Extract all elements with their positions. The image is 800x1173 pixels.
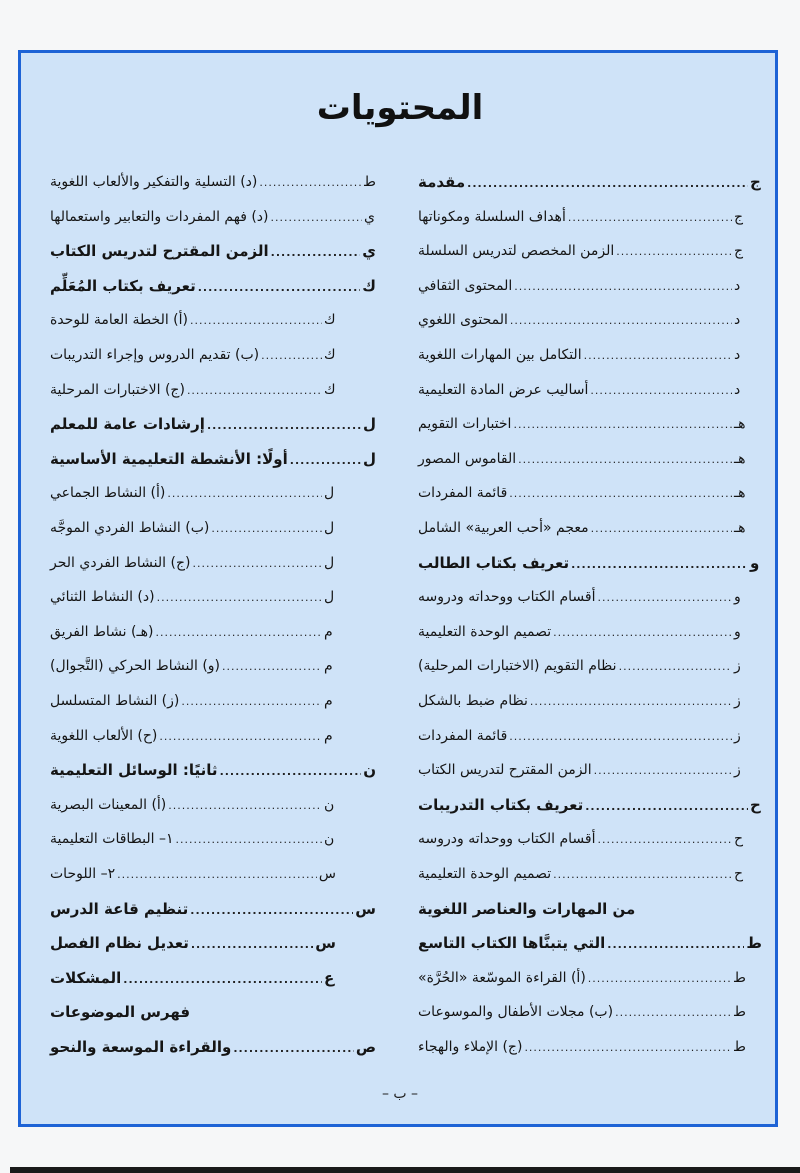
toc-entry-page: م: [324, 727, 333, 744]
toc-entry-label: أولًا: الأنشطة التعليمية الأساسية: [50, 449, 288, 468]
toc-entry: [418, 793, 762, 817]
toc-entry-label: من المهارات والعناصر اللغوية: [418, 899, 636, 918]
dot-leader: [167, 482, 322, 506]
dot-leader: [271, 241, 361, 265]
toc-entry: [418, 551, 762, 575]
toc-entry-page: ن: [363, 761, 376, 780]
toc-entry-page: ط: [746, 934, 762, 953]
dot-leader: [117, 863, 317, 887]
dot-leader: [271, 206, 363, 230]
toc-entry-label: الزمن المخصص لتدريس السلسلة: [418, 243, 615, 260]
toc-entry-label: المشكلات: [50, 968, 122, 987]
toc-entry-page: و: [734, 623, 741, 640]
toc-entry: [418, 481, 746, 505]
dot-leader: [211, 517, 322, 541]
page-number: – ب –: [381, 1086, 419, 1102]
dot-leader: [588, 967, 731, 991]
toc-entry-page: ط: [733, 969, 746, 986]
toc-entry-page: ي: [364, 208, 375, 225]
dot-leader: [553, 621, 732, 645]
dot-leader: [524, 1036, 731, 1060]
dot-leader: [176, 828, 322, 852]
toc-entry: [50, 585, 336, 609]
toc-entry-label: (د) التسلية والتفكير والألعاب اللغوية: [50, 174, 258, 190]
toc-entry: [50, 1035, 376, 1059]
toc-entry: [418, 689, 746, 713]
toc-entry-page: ج: [750, 173, 761, 191]
toc-entry-label: نظام ضبط بالشكل: [418, 693, 528, 709]
toc-entry-label: ثانيًا: الوسائل التعليمية: [50, 761, 218, 780]
toc-entry-page: ص: [355, 1038, 376, 1056]
dot-leader: [509, 725, 732, 749]
toc-entry-page: ن: [324, 796, 335, 813]
toc-entry-label: تعريف بكتاب المُعَلِّم: [50, 276, 196, 295]
toc-entry-page: ط: [363, 174, 376, 190]
toc-entry-page: ك: [324, 381, 336, 398]
toc-entry: [418, 205, 746, 229]
toc-entry: [50, 724, 336, 748]
dot-leader: [597, 586, 732, 610]
toc-entry-label: المحتوى الثقافي: [418, 277, 513, 294]
toc-entry-page: هـ: [734, 485, 746, 502]
dot-leader: [168, 794, 322, 818]
toc-entry-label: أهداف السلسلة ومكوناتها: [418, 208, 566, 225]
toc-entry-label: نظام التقويم (الاختبارات المرحلية): [418, 658, 617, 675]
toc-entry-page: ز: [734, 762, 741, 779]
toc-entry-label: أساليب عرض المادة التعليمية: [418, 381, 589, 398]
toc-entry-page: د: [734, 347, 741, 363]
toc-entry: [50, 170, 376, 194]
toc-entry-page: ل: [324, 589, 335, 606]
toc-entry-page: ط: [733, 1039, 746, 1055]
dot-leader: [155, 621, 322, 645]
toc-entry: [418, 758, 746, 782]
page-title: المحتويات: [316, 88, 484, 128]
toc-entry: [418, 412, 746, 436]
toc-entry-page: ح: [750, 795, 761, 814]
dot-leader: [591, 517, 732, 541]
toc-entry: [50, 620, 336, 644]
toc-entry-page: هـ: [734, 416, 746, 433]
toc-entry-label: (و) النشاط الحركي (التَّجوال): [50, 658, 221, 675]
dot-leader: [259, 171, 361, 195]
toc-entry: [50, 343, 336, 367]
toc-entry-label: تعريف بكتاب الطالب: [418, 553, 570, 572]
dot-leader: [616, 240, 732, 264]
toc-entry: [418, 966, 746, 990]
toc-entry: [50, 689, 336, 713]
toc-entry-page: م: [324, 658, 333, 675]
toc-entry-label: أقسام الكتاب ووحداته ودروسه: [418, 589, 596, 606]
toc-entry: [50, 862, 336, 886]
toc-entry-label: تعريف بكتاب التدريبات: [418, 795, 584, 814]
dot-leader: [510, 309, 732, 333]
toc-entry-label: (ز) النشاط المتسلسل: [50, 693, 180, 709]
toc-entry: [418, 378, 746, 402]
dot-leader: [123, 968, 322, 992]
toc-entry-page: ز: [734, 658, 741, 675]
toc-entry-label: مقدمة: [418, 173, 466, 191]
toc-entry-label: الزمن المقترح لتدريس الكتاب: [418, 762, 592, 779]
dot-leader: [615, 1001, 731, 1025]
dot-leader: [190, 899, 353, 923]
toc-entry-page: ز: [734, 727, 741, 744]
toc-entry: [50, 931, 336, 955]
toc-entry-page: ك: [362, 276, 376, 295]
toc-entry: [50, 239, 376, 263]
toc-entry-label: تعديل نظام الفصل: [50, 934, 189, 953]
dot-leader: [159, 725, 322, 749]
dot-leader: [590, 379, 732, 403]
dot-leader: [518, 448, 732, 472]
toc-entry: [418, 897, 762, 921]
toc-entry: [50, 378, 336, 402]
toc-entry-label: (أ) الخطة العامة للوحدة: [50, 312, 188, 329]
toc-entry-page: ح: [734, 866, 744, 882]
toc-entry-label: فهرس الموضوعات: [50, 1003, 191, 1022]
toc-entry: [50, 654, 336, 678]
toc-entry: [50, 205, 376, 229]
toc-entry-page: هـ: [734, 520, 746, 536]
toc-entry-label: الزمن المقترح لتدريس الكتاب: [50, 242, 269, 261]
dot-leader: [198, 276, 361, 300]
toc-entry-page: ل: [362, 449, 376, 468]
scan-edge: [10, 1167, 800, 1173]
dot-leader: [191, 933, 313, 957]
dot-leader: [192, 552, 322, 576]
toc-entry-page: ل: [362, 415, 376, 434]
toc-entry-page: س: [355, 899, 376, 918]
dot-leader: [509, 482, 732, 506]
dot-leader: [514, 275, 732, 299]
toc-entry-page: د: [734, 277, 741, 294]
toc-entry: [418, 724, 746, 748]
toc-entry-label: (ب) تقديم الدروس وإجراء التدريبات: [50, 347, 260, 363]
dot-leader: [220, 760, 362, 784]
toc-entry-label: (أ) المعينات البصرية: [50, 796, 167, 813]
toc-entry-page: س: [318, 866, 336, 882]
toc-entry-page: و: [750, 553, 760, 572]
toc-entry-label: (ح) الألعاب اللغوية: [50, 727, 158, 744]
toc-entry-page: ك: [324, 312, 336, 329]
dot-leader: [157, 586, 322, 610]
toc-entry-label: (أ) النشاط الجماعي: [50, 485, 166, 502]
toc-entry-label: اختبارات التقويم: [418, 416, 512, 433]
toc-entry: [50, 308, 336, 332]
toc-entry-page: ل: [324, 520, 335, 536]
toc-entry-page: د: [734, 381, 741, 398]
toc-entry-page: د: [734, 312, 741, 329]
dot-leader: [553, 863, 732, 887]
toc-entry-label: معجم «أحب العربية» الشامل: [418, 520, 589, 536]
dot-leader: [568, 206, 732, 230]
toc-entry: [50, 827, 336, 851]
dot-leader: [607, 933, 744, 957]
toc-entry-label: (ج) الاختبارات المرحلية: [50, 381, 185, 398]
toc-entry-label: (د) فهم المفردات والتعابير واستعمالها: [50, 208, 269, 225]
toc-entry-page: ج: [734, 243, 744, 260]
toc-entry-label: التكامل بين المهارات اللغوية: [418, 347, 582, 363]
toc-entry-label: قائمة المفردات: [418, 485, 508, 502]
dot-leader: [187, 379, 322, 403]
toc-entry-label: تصميم الوحدة التعليمية: [418, 623, 552, 640]
toc-entry: [418, 1035, 746, 1059]
toc-entry: [50, 412, 376, 436]
toc-entry-label: (ب) مجلات الأطفال والموسوعات: [418, 1004, 614, 1021]
toc-entry: [50, 274, 376, 298]
toc-entry: [50, 447, 376, 471]
toc-entry-page: ل: [324, 554, 335, 571]
toc-entry-page: ل: [324, 485, 335, 502]
toc-entry-page: ع: [324, 968, 335, 987]
toc-entry-page: و: [734, 589, 741, 606]
toc-entry-label: (ب) النشاط الفردي الموجَّه: [50, 520, 210, 536]
toc-entry: [418, 274, 746, 298]
toc-entry-label: التي يتبنَّاها الكتاب التاسع: [418, 934, 606, 953]
toc-entry: [418, 343, 746, 367]
toc-entry-label: ١– البطاقات التعليمية: [50, 831, 174, 848]
toc-entry-label: تنظيم قاعة الدرس: [50, 899, 189, 918]
toc-entry-page: م: [324, 623, 333, 640]
toc-entry: [418, 447, 746, 471]
toc-entry: [50, 897, 376, 921]
toc-entry-page: ك: [324, 347, 336, 363]
toc-entry: [418, 931, 762, 955]
toc-entry-label: قائمة المفردات: [418, 727, 508, 744]
toc-entry: [50, 551, 336, 575]
toc-entry: [50, 516, 336, 540]
toc-entry-page: ن: [324, 831, 335, 848]
toc-entry: [418, 827, 746, 851]
dot-leader: [190, 309, 322, 333]
dot-leader: [467, 172, 748, 196]
toc-entry: [50, 481, 336, 505]
toc-entry-page: م: [324, 693, 333, 709]
dot-leader: [597, 828, 732, 852]
dot-leader: [594, 759, 732, 783]
toc-entry-label: إرشادات عامة للمعلم: [50, 415, 205, 434]
toc-entry: [418, 654, 746, 678]
toc-entry-label: (ج) الإملاء والهجاء: [418, 1039, 523, 1055]
toc-entry: [418, 170, 762, 194]
toc-entry-label: ٢– اللوحات: [50, 866, 116, 882]
dot-leader: [530, 690, 732, 714]
toc-entry-label: والقراءة الموسعة والنحو: [50, 1038, 232, 1056]
dot-leader: [584, 344, 732, 368]
toc-entry: [50, 793, 336, 817]
toc-entry: [418, 516, 746, 540]
toc-entry-page: س: [315, 934, 336, 953]
toc-entry: [50, 966, 336, 990]
dot-leader: [181, 690, 322, 714]
dot-leader: [513, 413, 732, 437]
toc-entry-page: ز: [734, 693, 741, 709]
toc-entry-label: القاموس المصور: [418, 450, 517, 467]
dot-leader: [222, 655, 322, 679]
toc-entry: [418, 585, 746, 609]
dot-leader: [619, 655, 732, 679]
toc-entry-label: (هـ) نشاط الفريق: [50, 623, 154, 640]
toc-entry-label: المحتوى اللغوي: [418, 312, 508, 329]
toc-entry-label: تصميم الوحدة التعليمية: [418, 866, 552, 882]
dot-leader: [290, 449, 361, 473]
toc-entry: [418, 1000, 746, 1024]
toc-entry-label: (د) النشاط الثنائي: [50, 589, 155, 606]
toc-entry-page: هـ: [734, 450, 746, 467]
dot-leader: [233, 1037, 353, 1061]
toc-entry: [418, 308, 746, 332]
dot-leader: [585, 795, 748, 819]
toc-entry: [418, 862, 746, 886]
dot-leader: [261, 344, 322, 368]
toc-entry: [50, 758, 376, 782]
toc-entry: [418, 239, 746, 263]
toc-entry: [418, 620, 746, 644]
toc-entry: [50, 1000, 376, 1024]
toc-entry-label: أقسام الكتاب ووحداته ودروسه: [418, 831, 596, 848]
toc-entry-label: (ج) النشاط الفردي الحر: [50, 554, 191, 571]
dot-leader: [207, 414, 361, 438]
toc-entry-page: ج: [734, 208, 744, 225]
dot-leader: [571, 553, 748, 577]
toc-entry-page: ط: [733, 1004, 746, 1021]
toc-entry-page: ي: [362, 242, 376, 261]
toc-entry-page: ح: [734, 831, 744, 848]
toc-entry-label: (أ) القراءة الموسّعة «الحُرَّة»: [418, 969, 586, 986]
